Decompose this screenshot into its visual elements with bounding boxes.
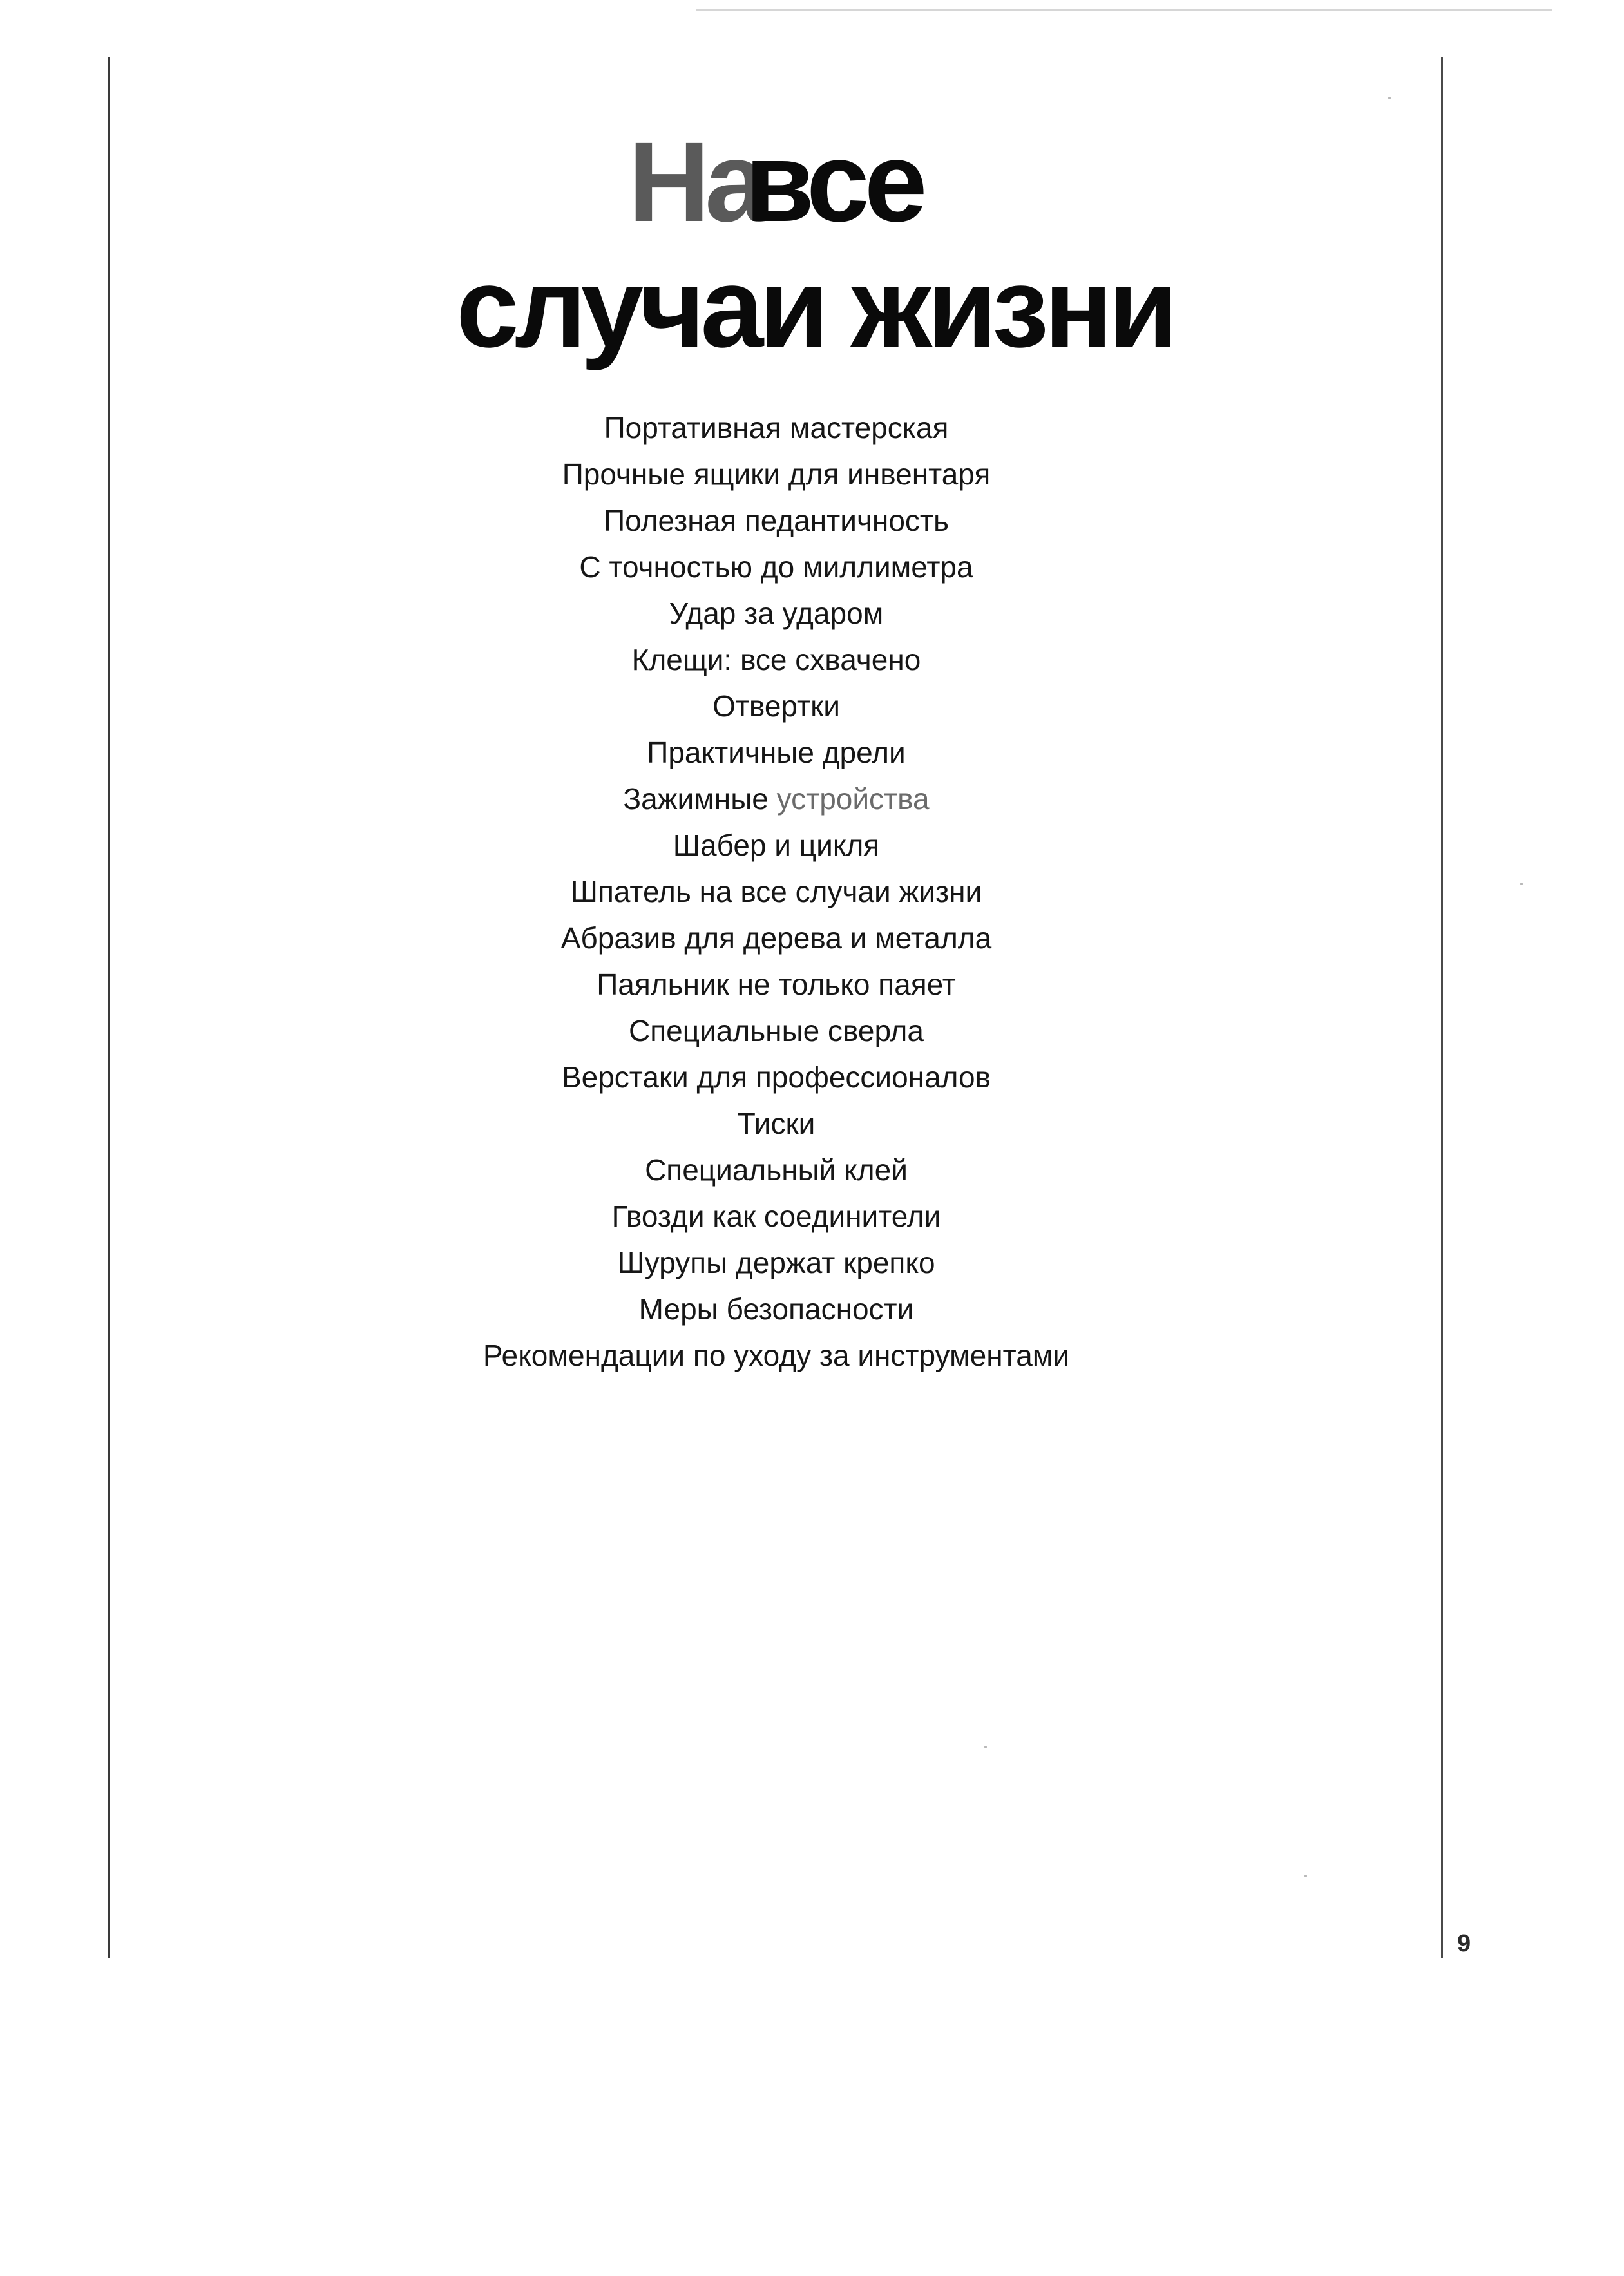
toc-item-text: Верстаки для профессионалов [561, 1060, 991, 1094]
toc-item [0, 1286, 1552, 1332]
toc-item [0, 544, 1552, 590]
toc-item [0, 683, 1552, 729]
toc-item [0, 915, 1552, 961]
toc-item-text: Рекомендации по уходу за инструментами [482, 1339, 1070, 1372]
toc-item-text: Абразив для дерева и металла [560, 921, 992, 955]
toc-item-text: Гвозди как соединители [611, 1200, 941, 1233]
toc-item-text: Полезная педантичность [604, 504, 949, 537]
scan-speck [1388, 97, 1391, 99]
toc-item [0, 636, 1552, 683]
toc-item-text: Клещи: все схвачено [631, 643, 921, 676]
toc-item [0, 1239, 1552, 1286]
toc-item [0, 451, 1552, 497]
title-faded-word: На [628, 119, 763, 245]
toc-item [0, 961, 1552, 1008]
toc-item [0, 1147, 1552, 1193]
title-dark-word: все [744, 119, 922, 245]
toc-item-text: Зажимные [623, 782, 777, 816]
toc-item [0, 729, 1552, 776]
toc-item-text: Портативная мастерская [604, 411, 949, 445]
toc-item-text: Удар за ударом [669, 597, 884, 630]
toc-item [0, 822, 1552, 868]
table-of-contents [0, 405, 1552, 1379]
toc-item [0, 590, 1552, 636]
toc-item [0, 1193, 1552, 1239]
toc-item [0, 1054, 1552, 1100]
toc-item-text: Шурупы держат крепко [617, 1246, 935, 1279]
toc-item [0, 1008, 1552, 1054]
toc-item [0, 497, 1552, 544]
toc-item-text: Паяльник не только паяет [597, 968, 956, 1001]
toc-item-text: Шабер и цикля [673, 828, 880, 862]
toc-item-text: Шпатель на все случаи жизни [570, 875, 982, 908]
toc-item-text: С точностью до миллиметра [579, 550, 973, 584]
toc-item-text: Тиски [737, 1107, 816, 1140]
page-title-line-1 [628, 119, 922, 245]
toc-item-faded-text: устройства [776, 782, 930, 816]
toc-item-text: Специальные сверла [629, 1014, 924, 1047]
scan-speck [984, 1746, 987, 1748]
toc-item [0, 1332, 1552, 1379]
toc-item [0, 405, 1552, 451]
toc-item-text: Практичные дрели [647, 736, 906, 769]
toc-item [0, 1100, 1552, 1147]
page-number: 9 [1457, 1930, 1471, 1957]
toc-item [0, 868, 1552, 915]
toc-item-text: Отвертки [712, 689, 840, 723]
page-title-line-2: случаи жизни [456, 245, 1174, 371]
scan-speck [1304, 1875, 1307, 1877]
top-rule [696, 9, 1552, 11]
toc-item-text: Специальный клей [645, 1153, 908, 1187]
toc-item-text: Прочные ящики для инвентаря [562, 457, 991, 491]
toc-item-text: Меры безопасности [638, 1292, 914, 1326]
toc-item [0, 776, 1552, 822]
scan-speck [1520, 883, 1523, 885]
